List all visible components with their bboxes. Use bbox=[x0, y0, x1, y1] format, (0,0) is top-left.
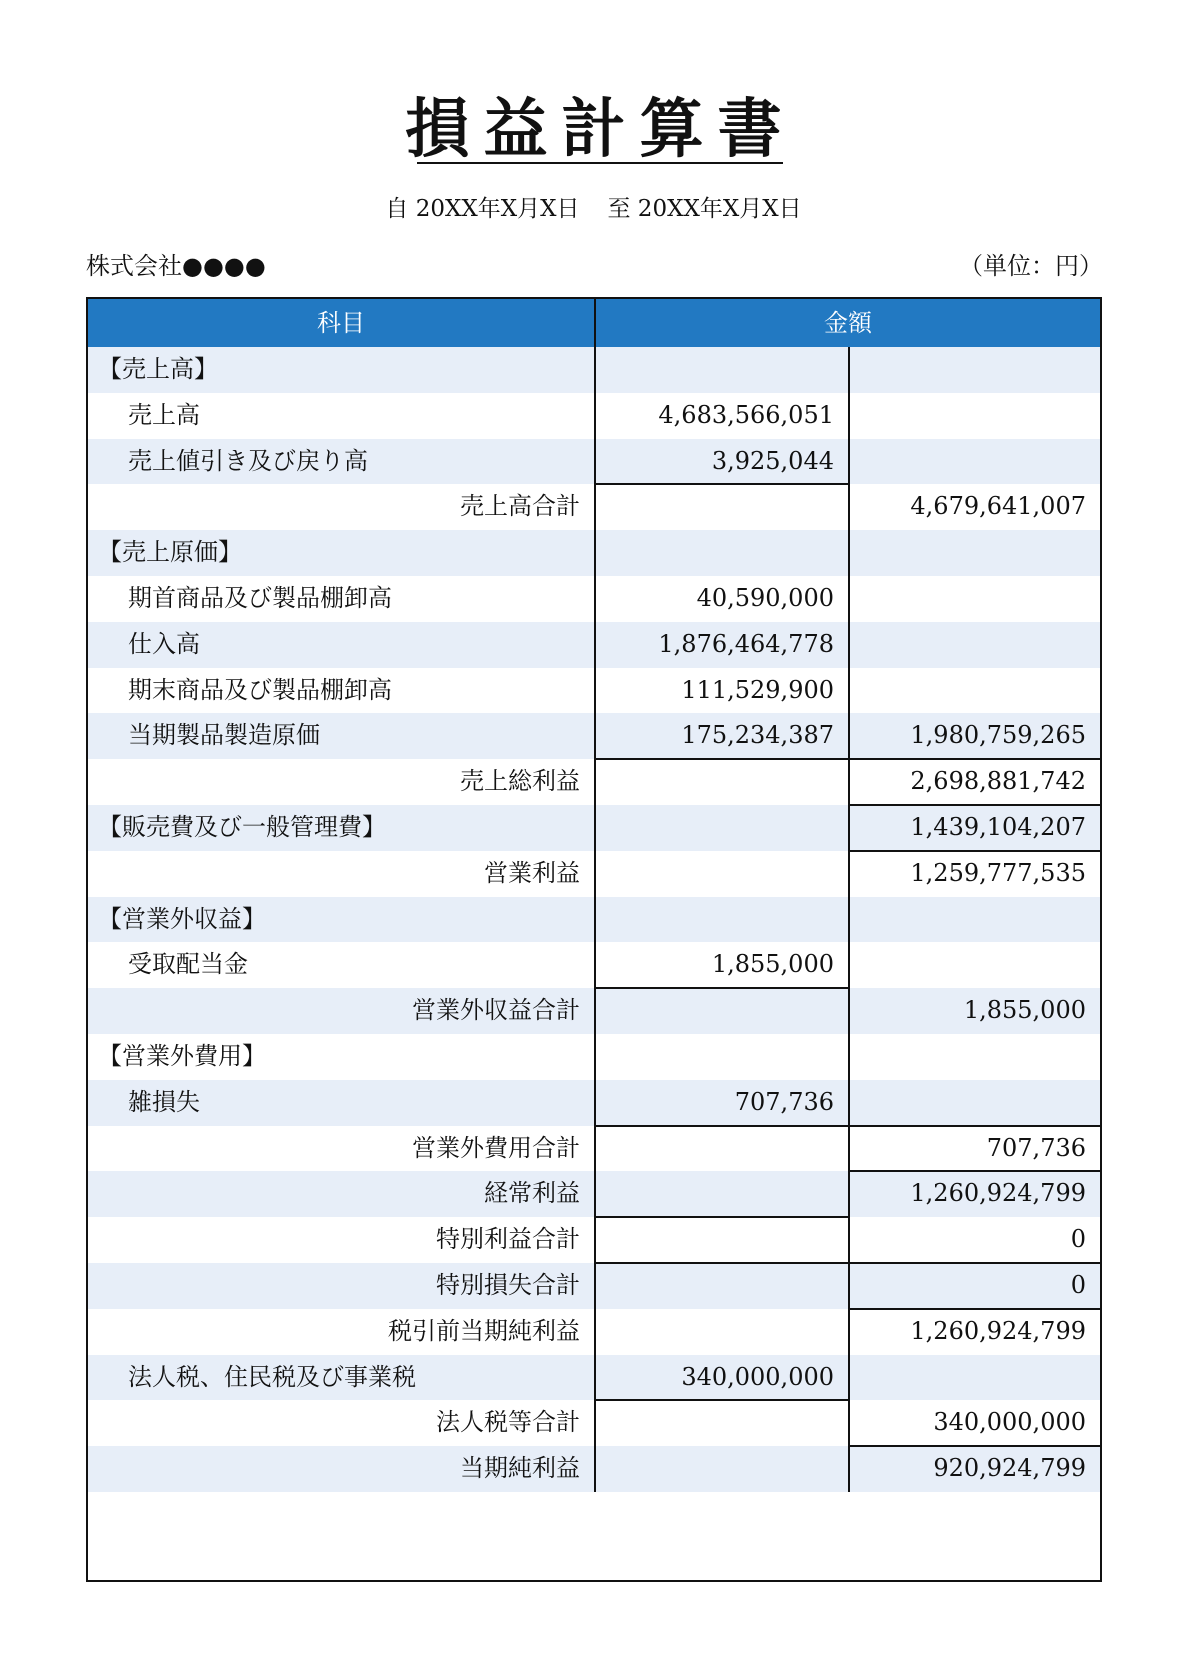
row-label: 当期製品製造原価 bbox=[128, 721, 320, 750]
row-amount-detail bbox=[596, 1309, 848, 1355]
row-label: 売上高 bbox=[128, 400, 200, 429]
row-label: 【営業外収益】 bbox=[98, 904, 266, 933]
row-label: 売上総利益 bbox=[460, 767, 580, 796]
column-header-subject: 科目 bbox=[317, 309, 365, 337]
row-amount-detail bbox=[596, 1217, 848, 1263]
row-amount-detail: 3,925,044 bbox=[711, 446, 834, 475]
row-amount-detail bbox=[596, 347, 848, 393]
row-amount-detail bbox=[596, 851, 848, 897]
period-to: 至 20XX年X月X日 bbox=[607, 196, 802, 222]
row-amount-detail bbox=[596, 897, 848, 943]
table-body bbox=[88, 347, 1100, 1492]
row-amount-detail: 111,529,900 bbox=[681, 675, 834, 704]
document-title: 損益計算書 bbox=[405, 92, 796, 167]
cell-rule bbox=[850, 1445, 1100, 1447]
row-amount-detail bbox=[596, 1126, 848, 1172]
row-label: 法人税、住民税及び事業税 bbox=[128, 1362, 416, 1391]
row-amount-detail: 4,683,566,051 bbox=[658, 400, 834, 429]
cell-rule bbox=[850, 1262, 1100, 1264]
row-label: 【販売費及び一般管理費】 bbox=[98, 813, 386, 841]
row-amount-total: 1,260,924,799 bbox=[910, 1316, 1086, 1345]
row-amount-total: 1,260,924,799 bbox=[910, 1179, 1086, 1208]
row-amount-detail bbox=[596, 530, 848, 576]
title-underline bbox=[417, 162, 783, 164]
row-amount-total bbox=[850, 1355, 1100, 1401]
unit-label: （単位：円） bbox=[959, 252, 1103, 280]
column-header-amount: 金額 bbox=[824, 309, 872, 337]
row-amount-detail bbox=[596, 1034, 848, 1080]
row-label: 特別損失合計 bbox=[436, 1271, 580, 1299]
row-amount-total: 1,259,777,535 bbox=[910, 858, 1086, 887]
row-amount-detail: 1,876,464,778 bbox=[658, 629, 834, 658]
row-amount-total bbox=[850, 576, 1100, 622]
row-label: 【売上高】 bbox=[98, 355, 218, 383]
cell-rule bbox=[850, 1170, 1100, 1172]
row-amount-detail bbox=[596, 988, 848, 1034]
cell-rule bbox=[596, 1216, 848, 1218]
row-amount-detail: 40,590,000 bbox=[696, 584, 834, 612]
row-amount-total: 1,439,104,207 bbox=[910, 813, 1086, 841]
column-divider-amount bbox=[848, 347, 850, 1492]
row-amount-detail bbox=[596, 759, 848, 805]
income-statement-table bbox=[86, 297, 1102, 1582]
table-header bbox=[88, 299, 1100, 349]
period-from: 自 20XX年X月X日 bbox=[385, 196, 580, 222]
row-amount-detail bbox=[596, 805, 848, 851]
cell-rule bbox=[596, 987, 848, 989]
row-label: 期末商品及び製品棚卸高 bbox=[128, 675, 392, 704]
cell-rule bbox=[596, 483, 848, 485]
cell-rule bbox=[850, 1308, 1100, 1310]
row-label: 法人税等合計 bbox=[436, 1408, 580, 1437]
row-amount-total bbox=[850, 622, 1100, 668]
row-label: 当期純利益 bbox=[460, 1454, 580, 1483]
row-amount-detail bbox=[596, 1400, 848, 1446]
row-amount-total: 1,980,759,265 bbox=[910, 721, 1086, 750]
row-amount-total bbox=[850, 668, 1100, 714]
row-label: 営業利益 bbox=[484, 858, 580, 887]
row-amount-total: 0 bbox=[1070, 1271, 1086, 1299]
cell-rule bbox=[850, 804, 1100, 806]
cell-rule bbox=[850, 1125, 1100, 1127]
row-amount-total: 4,679,641,007 bbox=[910, 492, 1086, 521]
row-amount-total: 340,000,000 bbox=[933, 1408, 1086, 1437]
row-amount-total bbox=[850, 439, 1100, 485]
row-label: 特別利益合計 bbox=[436, 1225, 580, 1254]
cell-rule bbox=[596, 1399, 848, 1401]
row-label: 売上高合計 bbox=[460, 492, 580, 521]
row-amount-total bbox=[850, 1034, 1100, 1080]
row-label: 【営業外費用】 bbox=[98, 1042, 266, 1070]
row-amount-detail: 340,000,000 bbox=[681, 1362, 834, 1391]
row-label: 経常利益 bbox=[484, 1179, 580, 1208]
row-amount-detail bbox=[596, 1171, 848, 1217]
row-label: 受取配当金 bbox=[128, 950, 248, 979]
cell-rule bbox=[850, 850, 1100, 852]
row-label: 仕入高 bbox=[128, 629, 200, 658]
cell-rule bbox=[850, 758, 1100, 760]
row-amount-total: 0 bbox=[1070, 1225, 1086, 1254]
row-amount-total bbox=[850, 897, 1100, 943]
row-amount-detail: 1,855,000 bbox=[711, 950, 834, 979]
row-label: 営業外費用合計 bbox=[412, 1133, 580, 1162]
cell-rule bbox=[596, 1125, 848, 1127]
row-amount-total: 1,855,000 bbox=[963, 996, 1086, 1025]
row-amount-total bbox=[850, 347, 1100, 393]
row-amount-total bbox=[850, 1080, 1100, 1126]
cell-rule bbox=[596, 758, 848, 760]
row-amount-total: 707,736 bbox=[986, 1133, 1086, 1162]
row-amount-detail: 175,234,387 bbox=[681, 721, 834, 750]
row-amount-detail: 707,736 bbox=[734, 1087, 834, 1116]
row-amount-total bbox=[850, 942, 1100, 988]
cell-rule bbox=[596, 1262, 848, 1264]
row-label: 雑損失 bbox=[128, 1087, 200, 1116]
column-divider-subject bbox=[594, 347, 596, 1492]
row-amount-total: 920,924,799 bbox=[933, 1454, 1086, 1483]
company-name: 株式会社●●●● bbox=[86, 252, 266, 280]
period-line bbox=[0, 190, 1187, 223]
row-label: 税引前当期純利益 bbox=[388, 1316, 580, 1345]
row-label: 期首商品及び製品棚卸高 bbox=[128, 584, 392, 612]
row-label: 売上値引き及び戻り高 bbox=[128, 446, 368, 475]
row-amount-detail bbox=[596, 484, 848, 530]
row-amount-detail bbox=[596, 1446, 848, 1492]
row-amount-detail bbox=[596, 1263, 848, 1309]
row-label: 営業外収益合計 bbox=[412, 996, 580, 1025]
row-label: 【売上原価】 bbox=[98, 538, 242, 567]
row-amount-total bbox=[850, 530, 1100, 576]
row-amount-total bbox=[850, 393, 1100, 439]
row-amount-total: 2,698,881,742 bbox=[910, 767, 1086, 796]
